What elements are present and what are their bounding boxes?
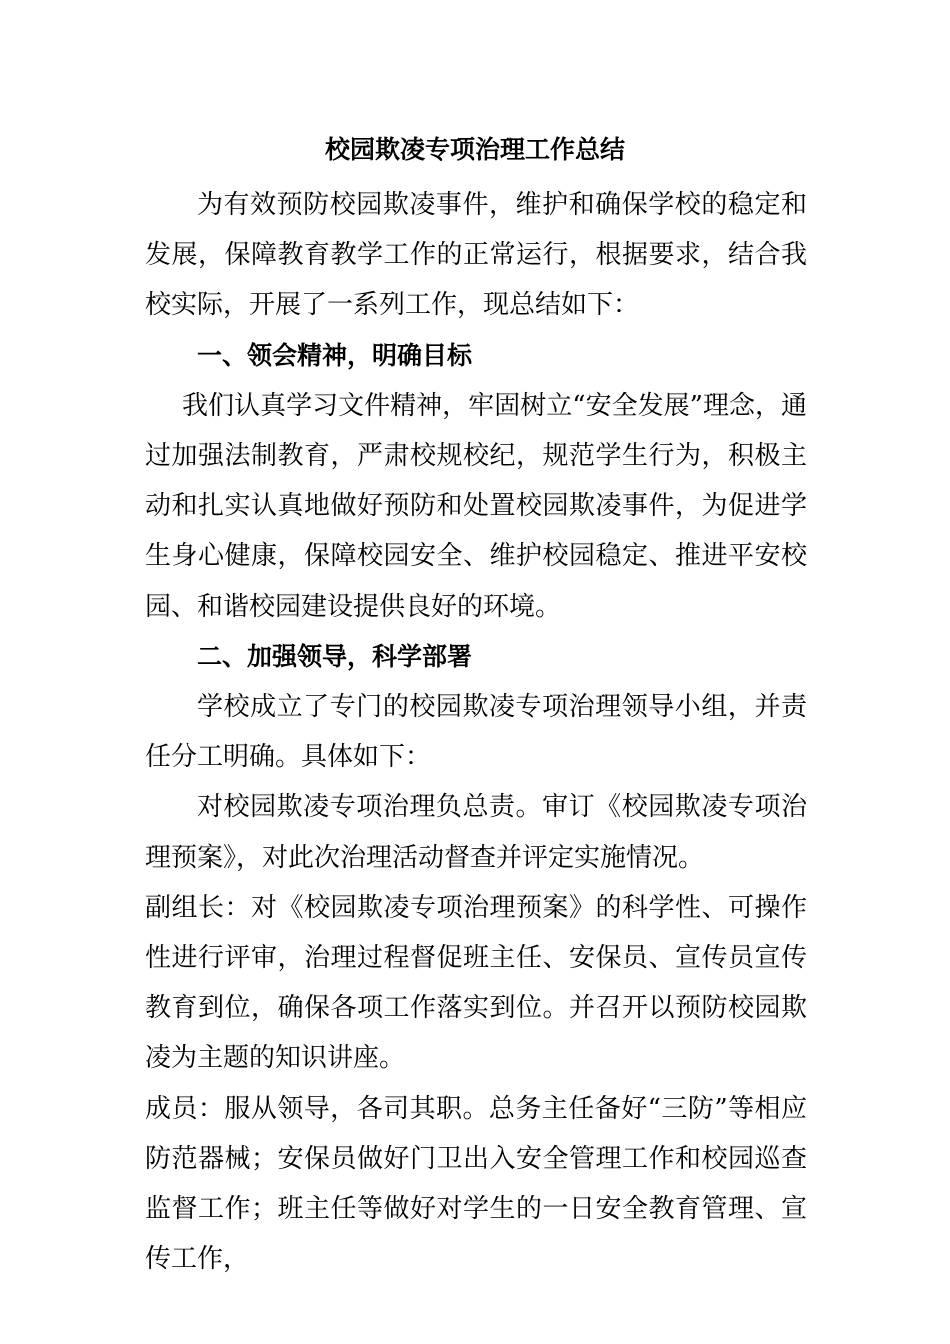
document-title: 校园欺凌专项治理工作总结 <box>324 135 625 164</box>
section-heading-2: 二、加强领导，科学部署 <box>197 641 473 671</box>
document-body <box>145 180 807 1284</box>
members-paragraph: 成员：服从领导，各司其职。总务主任备好“三防”等相应防范器械；安保员做好门卫出入安全管理工作和校园巡查监督工作；班主任等做好对学生的一日安全教育管理、宣传工作， <box>145 1093 807 1275</box>
intro-paragraph: 为有效预防校园欺凌事件，维护和确保学校的稳定和发展，保障教育教学工作的正常运行，根据要求，结合我校实际，开展了一系列工作，现总结如下： <box>145 190 807 321</box>
section-heading-1: 一、领会精神，明确目标 <box>197 340 473 370</box>
section-1-paragraph: 我们认真学习文件精神，牢固树立“安全发展”理念，通过加强法制教育，严肃校规校纪，规范学生行为，积极主动和扎实认真地做好预防和处置校园欺凌事件，为促进学生身心健康，保障校园安全、维护校园稳定、推进平安校园、和谐校园建设提供良好的环境。 <box>145 390 807 622</box>
deputy-leader-paragraph: 副组长：对《校园欺凌专项治理预案》的科学性、可操作性进行评审，治理过程督促班主任、安保员、宣传员宣传教育到位，确保各项工作落实到位。并召开以预防校园欺凌为主题的知识讲座。 <box>145 892 807 1074</box>
section-2-paragraph-2: 对校园欺凌专项治理负总责。审订《校园欺凌专项治理预案》，对此次治理活动督查并评定实施情况。 <box>145 792 807 873</box>
section-2-paragraph-1: 学校成立了专门的校园欺凌专项治理领导小组，并责任分工明确。具体如下： <box>145 692 807 773</box>
